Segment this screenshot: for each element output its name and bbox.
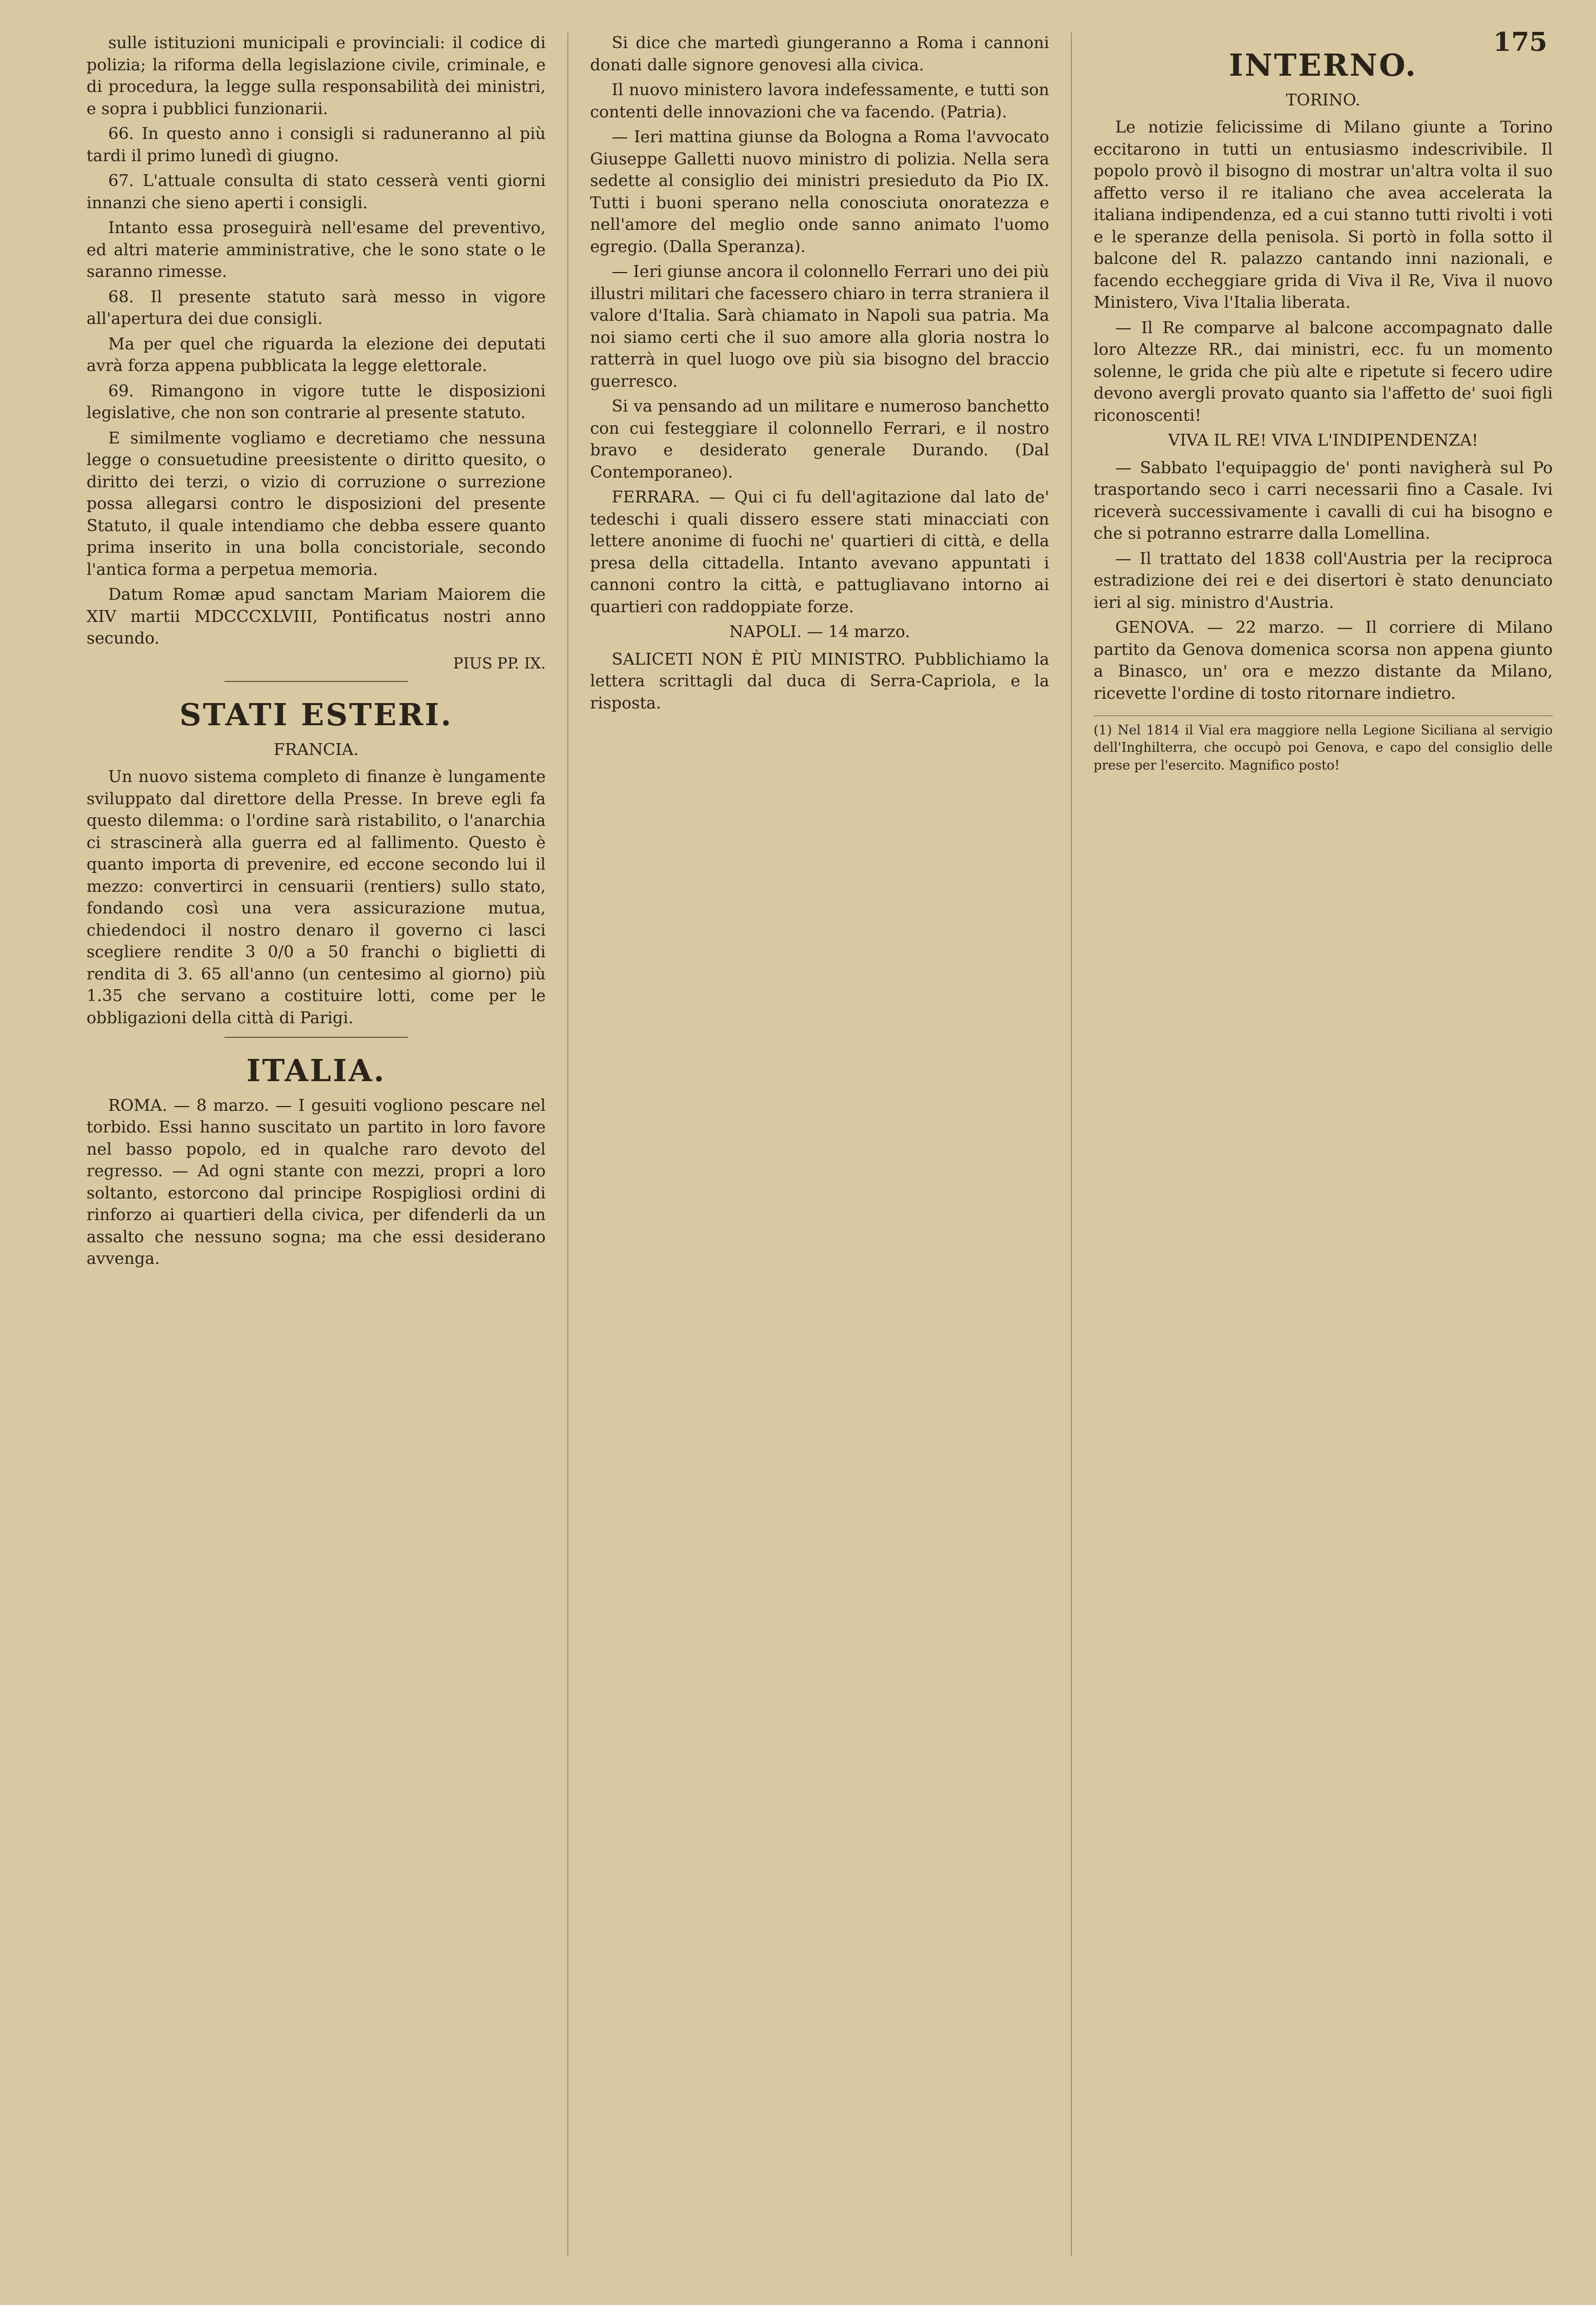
left-paragraph: E similmente vogliamo e decretiamo che nessuna legge o consuetudine preesistente o diritto quesito, o diritto dei terzi, o vizio di corruzione o surrezione possa allegarsi contro le disposizioni del presente Statuto, il quale intendiamo che debba essere quanto prima inserito in una bolla concistoriale, secondo l'antica forma a perpetua memoria. bbox=[87, 428, 546, 579]
francia-paragraph: Un nuovo sistema completo di finanze è lungamente sviluppato dal direttore della Presse. In breve egli fa questo dilemma: o l'ordine sarà ristabilito, o l'anarchia ci strascinerà alla guerra ed al fallimento. Questo è quanto importa di prevenire, ed eccone secondo lui il mezzo: convertirci in censuarii (rentiers) sullo stato, fondando così una vera assicurazione mutua, chiedendoci il nostro denaro il governo ci lasci scegliere rendite 3 0/0 a 50 franchi o biglietti di rendita di 3. 65 all'anno (un centesimo al giorno) più 1.35 che servano a costituire lotti, come per le obbligazioni della città di Parigi. bbox=[87, 767, 546, 1028]
section-rule bbox=[224, 1037, 408, 1038]
middle-paragraph: — Ieri mattina giunse da Bologna a Roma l'avvocato Giuseppe Galletti nuovo ministro di polizia. Nella sera sedette al consiglio dei ministri presieduto da Pio IX. Tutti i buoni sperano nella conosciuta onoratezza e nell'amore del meglio onde sanno animato l'uomo egregio. (Dalla Speranza). bbox=[590, 128, 1049, 256]
signature: PIUS PP. IX. bbox=[453, 654, 546, 672]
right-paragraph: — Il Re comparve al balcone accompagnato dalle loro Altezze RR., dai ministri, ecc. fu un momento solenne, le grida che più alte e ripetute si fecero udire devono avergli provato quanto sia l'affetto de' suoi figli riconoscenti! bbox=[1094, 318, 1553, 425]
middle-paragraph: Si va pensando ad un militare e numeroso banchetto con cui festeggiare il colonnello Ferrari, e il nostro bravo e desiderato generale Durando. (Dal Contemporaneo). bbox=[590, 397, 1049, 482]
right-column bbox=[1094, 32, 1553, 2256]
italia-paragraph: ROMA. — 8 marzo. — I gesuiti vogliono pescare nel torbido. Essi hanno suscitato un partito in loro favore nel basso popolo, ed in qualche raro devoto del regresso. — Ad ogni stante con mezzi, propri a loro soltanto, estorcono dal principe Rospigliosi ordini di rinforzo ai quartieri della civica, per difenderli da un assalto che nessuno sogna; ma che essi desiderano avvenga. bbox=[87, 1096, 546, 1269]
slogan: VIVA IL RE! VIVA L'INDIPENDENZA! bbox=[1168, 431, 1479, 451]
napoli-paragraph: SALICETI NON È PIÙ MINISTRO. Pubblichiamo la lettera scrittagli dal duca di Serra-Capriola, e la risposta. bbox=[590, 650, 1049, 713]
middle-paragraph: — Ieri giunse ancora il colonnello Ferrari uno dei più illustri militari che facessero chiaro in terra straniera il valore d'Italia. Sarà chiamato in Napoli sua patria. Ma noi siamo certi che il suo amore alla gloria nostra lo ratterrà in quel luogo ove più sia bisogno del braccio guerresco. bbox=[590, 262, 1049, 391]
left-paragraph: Datum Romæ apud sanctam Mariam Maiorem die XIV martii MDCCCXLVIII, Pontificatus nostri anno secundo. bbox=[87, 585, 546, 648]
page-number: 175 bbox=[1493, 27, 1547, 57]
left-column bbox=[87, 32, 546, 2256]
left-paragraph: Intanto essa proseguirà nell'esame del preventivo, ed altri materie amministrative, che le sono state o le saranno rimesse. bbox=[87, 218, 546, 281]
right-paragraph: Le notizie felicissime di Milano giunte a Torino eccitarono in tutti un entusiasmo indescrivibile. Il popolo provò il bisogno di mostrar un'altra volta il suo affetto verso il re italiano che avea accelerata la italiana indipendenza, ed a cui stanno tutti rivolti i voti e le speranze della penisola. Si portò in folla sotto il balcone del R. palazzo cantando inni nazionali, e facendo eccheggiare grida di Viva il Re, Viva il nuovo Ministero, Viva l'Italia liberata. bbox=[1094, 118, 1553, 313]
column-divider bbox=[1071, 32, 1072, 2256]
right-paragraph: — Il trattato del 1838 coll'Austria per la reciproca estradizione dei rei e dei disertori è stato denunciato ieri al sig. ministro d'Austria. bbox=[1094, 549, 1553, 612]
left-paragraph: 66. In questo anno i consigli si raduneranno al più tardi il primo lunedì di giugno. bbox=[87, 124, 546, 165]
heading-stati-esteri: STATI ESTERI. bbox=[179, 697, 453, 733]
section-rule bbox=[224, 681, 408, 682]
left-paragraph: 69. Rimangono in vigore tutte le disposizioni legislative, che non son contrarie al presente statuto. bbox=[87, 381, 546, 422]
middle-paragraph: Il nuovo ministero lavora indefessamente, e tutti son contenti delle innovazioni che va facendo. (Patria). bbox=[590, 81, 1049, 122]
middle-paragraph: Si dice che martedì giungeranno a Roma i cannoni donati dalle signore genovesi alla civica. bbox=[590, 34, 1049, 75]
heading-italia: ITALIA. bbox=[246, 1053, 386, 1089]
left-paragraph: 68. Il presente statuto sarà messo in vigore all'apertura dei due consigli. bbox=[87, 287, 546, 328]
middle-paragraph: FERRARA. — Qui ci fu dell'agitazione dal lato de' tedeschi i quali dissero essere stati minacciati con lettere anonime di fuochi ne' quartieri di città, e della presa della cittadella. Intanto avevano appuntati i cannoni contro la città, e pattugliavano intorno ai quartieri con raddoppiate forze. bbox=[590, 488, 1049, 617]
right-paragraph: GENOVA. — 22 marzo. — Il corriere di Milano partito da Genova domenica scorsa non appena giunto a Binasco, un' ora e mezzo distante da Milano, ricevette l'ordine di tosto ritornare indietro. bbox=[1094, 618, 1553, 703]
napoli-heading: NAPOLI. — 14 marzo. bbox=[729, 622, 910, 641]
subheading-torino: TORINO. bbox=[1286, 90, 1361, 110]
columns bbox=[87, 32, 1553, 2256]
left-paragraph: sulle istituzioni municipali e provinciali: il codice di polizia; la riforma della legislazione civile, criminale, e di procedura, la legge sulla responsabilità dei ministri, e sopra i pubblici funzionarii. bbox=[87, 34, 546, 118]
left-paragraph: 67. L'attuale consulta di stato cesserà venti giorni innanzi che sieno aperti i consigli. bbox=[87, 171, 546, 213]
right-paragraph: — Sabbato l'equipaggio de' ponti navigherà sul Po trasportando seco i carri necessarii fino a Casale. Ivi riceverà successivamente i cavalli di cui ha bisogno e che si potranno estrarre dalla Lomellina. bbox=[1094, 458, 1553, 544]
column-divider bbox=[567, 32, 568, 2256]
middle-column bbox=[590, 32, 1049, 2256]
heading-interno: INTERNO. bbox=[1229, 48, 1418, 83]
subheading-francia: FRANCIA. bbox=[273, 740, 359, 759]
left-paragraph: Ma per quel che riguarda la elezione dei deputati avrà forza appena pubblicata la legge elettorale. bbox=[87, 334, 546, 375]
footnote: (1) Nel 1814 il Vial era maggiore nella Legione Siciliana al servigio dell'Inghilterra, che occupò poi Genova, e capo del consiglio delle prese per l'esercito. Magnifico posto! bbox=[1094, 716, 1553, 774]
